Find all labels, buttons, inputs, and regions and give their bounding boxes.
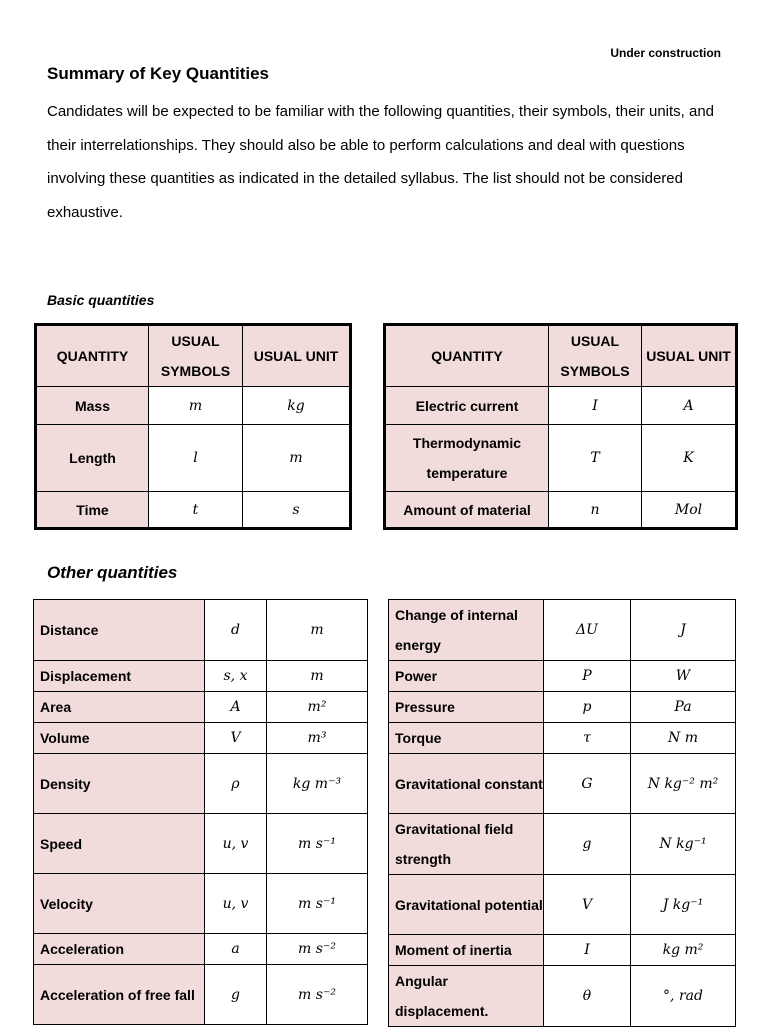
unit-cell: m s⁻¹: [267, 874, 368, 934]
quantity-cell: Moment of inertia: [389, 935, 544, 966]
table-row: [34, 723, 368, 754]
symbol-cell: m: [149, 387, 243, 425]
quantity-cell: Amount of material: [385, 492, 549, 529]
quantity-cell: Power: [389, 661, 544, 692]
symbol-cell: l: [149, 425, 243, 492]
other-table-left: [33, 599, 368, 1025]
quantity-cell: Electric current: [385, 387, 549, 425]
table-row: [34, 600, 368, 661]
table-row: [389, 692, 736, 723]
table-row: [385, 425, 737, 492]
basic-table-right: [383, 323, 738, 530]
quantity-cell: Thermodynamic temperature: [385, 425, 549, 492]
quantity-cell: Pressure: [389, 692, 544, 723]
table-row: [389, 661, 736, 692]
symbol-cell: P: [544, 661, 631, 692]
symbol-cell: T: [549, 425, 642, 492]
unit-cell: K: [642, 425, 737, 492]
unit-cell: kg: [243, 387, 351, 425]
table-header-row: [36, 325, 351, 387]
symbol-cell: I: [544, 935, 631, 966]
table-row: [389, 600, 736, 661]
table-row: [389, 935, 736, 966]
page-title: Summary of Key Quantities: [47, 64, 270, 83]
symbol-cell: ΔU: [544, 600, 631, 661]
symbol-cell: g: [544, 814, 631, 875]
quantity-cell: Mass: [36, 387, 149, 425]
unit-cell: s: [243, 492, 351, 529]
symbol-cell: g: [205, 965, 267, 1025]
quantity-cell: Velocity: [34, 874, 205, 934]
symbol-cell: p: [544, 692, 631, 723]
unit-cell: Mol: [642, 492, 737, 529]
unit-cell: N kg⁻¹: [631, 814, 736, 875]
table-row: [389, 875, 736, 935]
symbol-cell: s, x: [205, 661, 267, 692]
unit-cell: m: [243, 425, 351, 492]
table-row: [34, 661, 368, 692]
quantity-cell: Density: [34, 754, 205, 814]
unit-cell: m³: [267, 723, 368, 754]
unit-cell: N m: [631, 723, 736, 754]
table-row: [36, 387, 351, 425]
table-row: [389, 754, 736, 814]
quantity-cell: Acceleration: [34, 934, 205, 965]
basic-table-left: [34, 323, 352, 530]
quantity-cell: Torque: [389, 723, 544, 754]
unit-cell: kg m²: [631, 935, 736, 966]
quantity-cell: Area: [34, 692, 205, 723]
quantity-cell: Gravitational constant: [389, 754, 544, 814]
table-row: [34, 934, 368, 965]
quantity-cell: Displacement: [34, 661, 205, 692]
intro-paragraph: Candidates will be expected to be familiar with the following quantities, their symbols, their units, and their interrelationships. They should also be able to perform calculations and deal with questions involving these quantities as indicated in the detailed syllabus. The list should not be considered exhaustive.: [47, 103, 715, 221]
quantity-cell: Time: [36, 492, 149, 529]
quantity-cell: Speed: [34, 814, 205, 874]
table-row: [34, 814, 368, 874]
quantity-cell: Gravitational field strength: [389, 814, 544, 875]
symbol-cell: I: [549, 387, 642, 425]
header-quantity: QUANTITY: [36, 325, 149, 387]
quantity-cell: Distance: [34, 600, 205, 661]
table-row: [34, 754, 368, 814]
status-label: Under construction: [610, 46, 721, 60]
unit-cell: J: [631, 600, 736, 661]
table-row: [389, 966, 736, 1027]
unit-cell: m: [267, 600, 368, 661]
symbol-cell: n: [549, 492, 642, 529]
symbol-cell: d: [205, 600, 267, 661]
symbol-cell: G: [544, 754, 631, 814]
quantity-cell: Change of internal energy: [389, 600, 544, 661]
table-row: [34, 692, 368, 723]
unit-cell: °, rad: [631, 966, 736, 1027]
other-table-right: [388, 599, 736, 1027]
table-row: [36, 425, 351, 492]
symbol-cell: u, v: [205, 814, 267, 874]
unit-cell: W: [631, 661, 736, 692]
header-unit: USUAL UNIT: [642, 325, 737, 387]
table-row: [385, 492, 737, 529]
table-row: [34, 874, 368, 934]
symbol-cell: V: [205, 723, 267, 754]
unit-cell: m s⁻¹: [267, 814, 368, 874]
quantity-cell: Acceleration of free fall: [34, 965, 205, 1025]
quantity-cell: Angular displacement.: [389, 966, 544, 1027]
header-unit: USUAL UNIT: [243, 325, 351, 387]
symbol-cell: a: [205, 934, 267, 965]
unit-cell: N kg⁻² m²: [631, 754, 736, 814]
symbol-cell: A: [205, 692, 267, 723]
quantity-cell: Length: [36, 425, 149, 492]
other-quantities-heading: Other quantities: [47, 563, 178, 582]
unit-cell: m s⁻²: [267, 965, 368, 1025]
unit-cell: m s⁻²: [267, 934, 368, 965]
basic-quantities-heading: Basic quantities: [47, 292, 155, 308]
symbol-cell: ρ: [205, 754, 267, 814]
header-symbols: USUAL SYMBOLS: [549, 325, 642, 387]
table-header-row: [385, 325, 737, 387]
symbol-cell: θ: [544, 966, 631, 1027]
unit-cell: A: [642, 387, 737, 425]
unit-cell: m: [267, 661, 368, 692]
symbol-cell: u, v: [205, 874, 267, 934]
symbol-cell: V: [544, 875, 631, 935]
header-quantity: QUANTITY: [385, 325, 549, 387]
table-row: [385, 387, 737, 425]
quantity-cell: Volume: [34, 723, 205, 754]
symbol-cell: τ: [544, 723, 631, 754]
header-symbols: USUAL SYMBOLS: [149, 325, 243, 387]
symbol-cell: t: [149, 492, 243, 529]
quantity-cell: Gravitational potential: [389, 875, 544, 935]
table-row: [36, 492, 351, 529]
unit-cell: Pa: [631, 692, 736, 723]
unit-cell: J kg⁻¹: [631, 875, 736, 935]
unit-cell: kg m⁻³: [267, 754, 368, 814]
table-row: [389, 723, 736, 754]
table-row: [389, 814, 736, 875]
unit-cell: m²: [267, 692, 368, 723]
table-row: [34, 965, 368, 1025]
